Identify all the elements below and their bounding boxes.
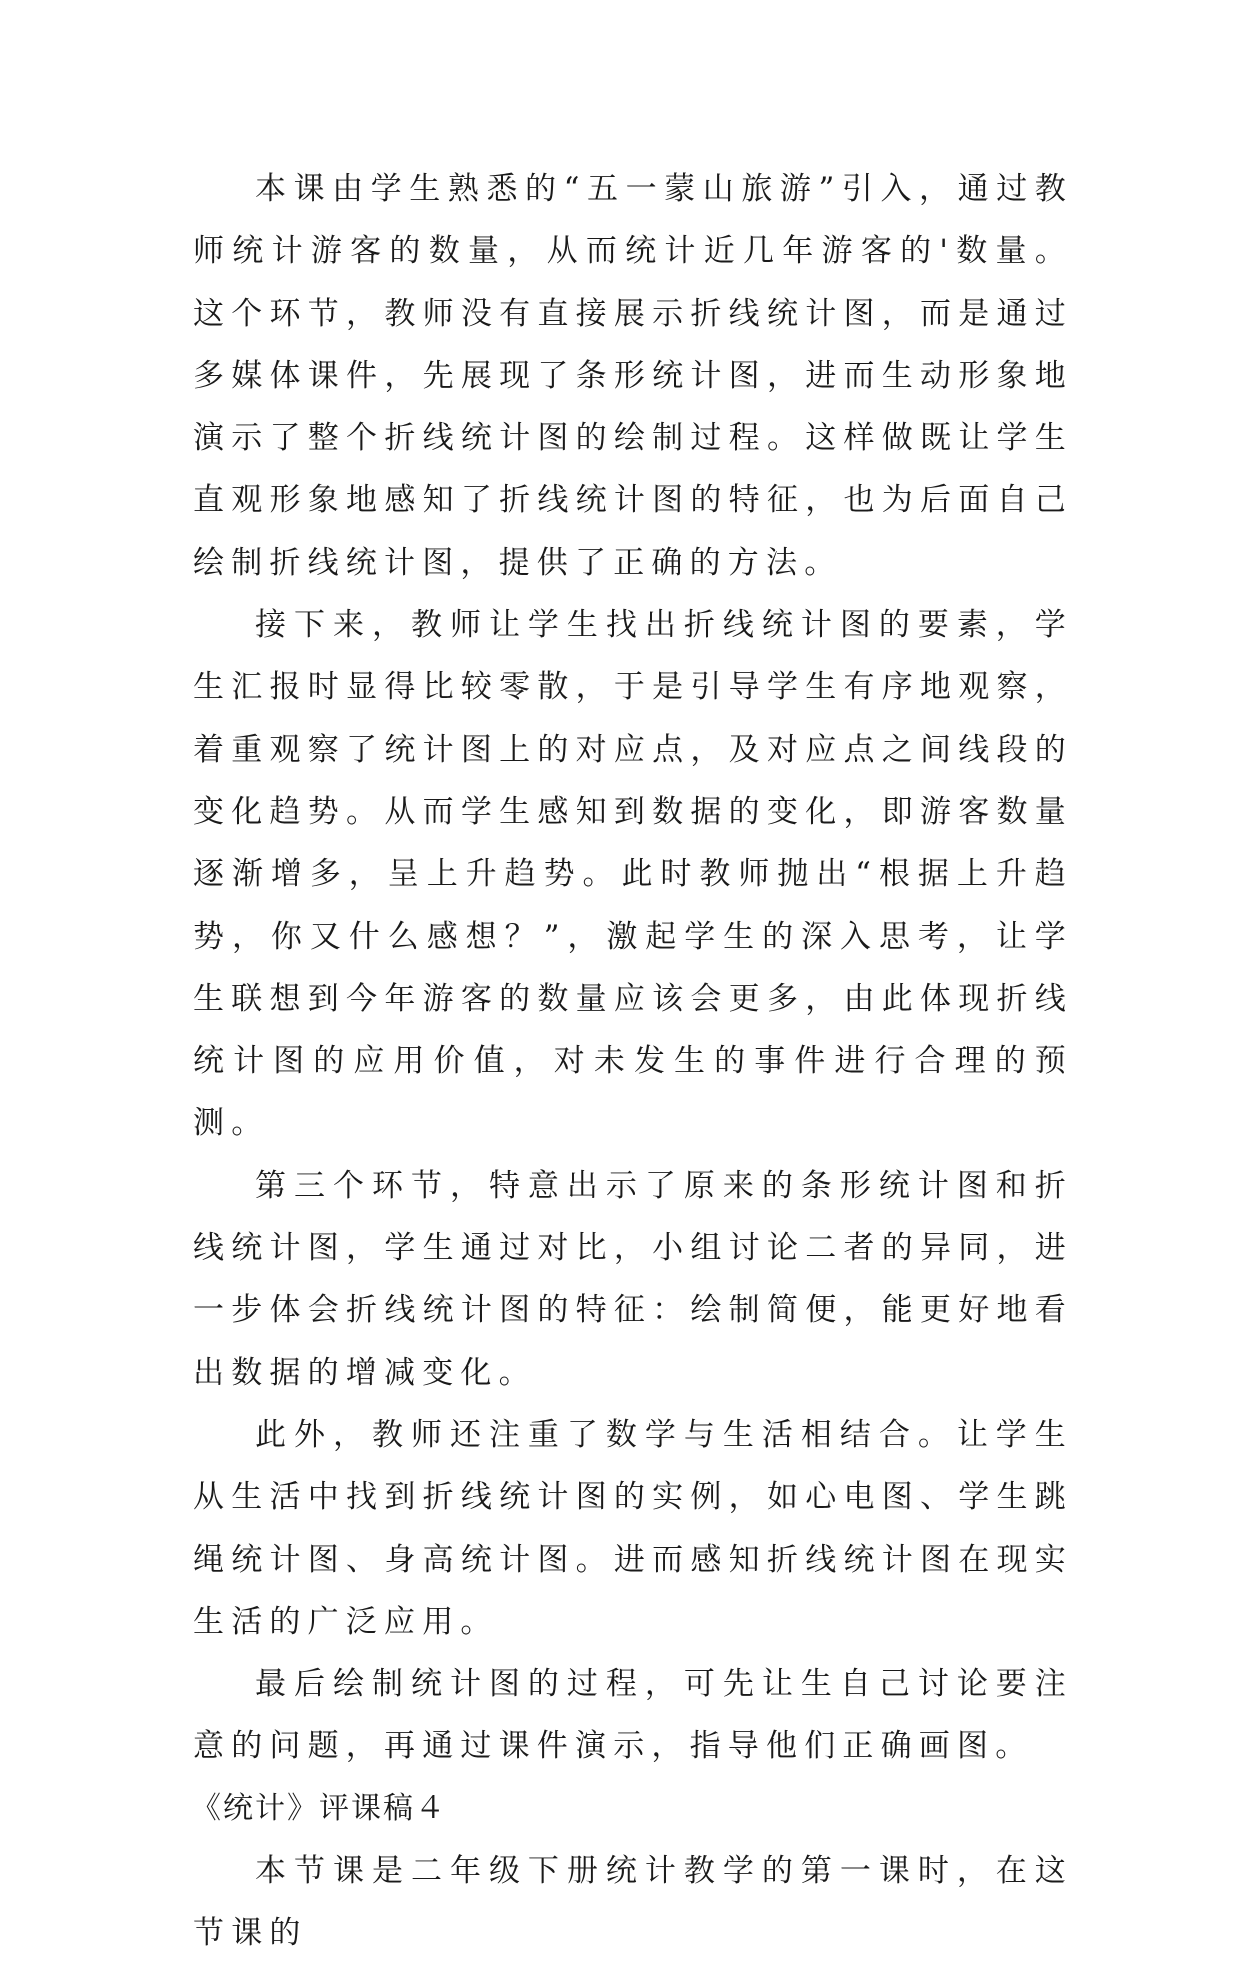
paragraph-elements: 接下来，教师让学生找出折线统计图的要素，学生汇报时显得比较零散，于是引导学生有序地观察，着重观察了统计图上的对应点，及对应点之间线段的变化趋势。从而学生感知到数据的变化，即游客数量逐渐增多，呈上升趋势。此时教师抛出“根据上升趋势，你又什么感想？”，激起学生的深入思考，让学生联想到今年游客的数量应该会更多，由此体现折线统计图的应用价值，对未发生的事件进行合理的预测。	[193, 607, 1073, 1142]
paragraph-comparison: 第三个环节，特意出示了原来的条形统计图和折线统计图，学生通过对比，小组讨论二者的异同，进一步体会折线统计图的特征：绘制简便，能更好地看出数据的增减变化。	[193, 1167, 1073, 1391]
document-body	[193, 158, 1073, 1965]
paragraph-life-connection: 此外，教师还注重了数学与生活相结合。让学生从生活中找到折线统计图的实例，如心电图、学生跳绳统计图、身高统计图。进而感知折线统计图在现实生活的广泛应用。	[193, 1416, 1073, 1640]
paragraph-introduction: 本课由学生熟悉的“五一蒙山旅游”引入，通过教师统计游客的数量，从而统计近几年游客的'数量。这个环节，教师没有直接展示折线统计图，而是通过多媒体课件，先展现了条形统计图，进而生动形象地演示了整个折线统计图的绘制过程。这样做既让学生直观形象地感知了折线统计图的特征，也为后面自己绘制折线统计图，提供了正确的方法。	[193, 171, 1073, 581]
paragraph-drawing-process: 最后绘制统计图的过程，可先让生自己讨论要注意的问题，再通过课件演示，指导他们正确画图。	[193, 1666, 1073, 1765]
paragraph-next-section: 本节课是二年级下册统计教学的第一课时，在这节课的	[193, 1853, 1073, 1952]
section-heading: 《统计》评课稿４	[191, 1790, 447, 1826]
